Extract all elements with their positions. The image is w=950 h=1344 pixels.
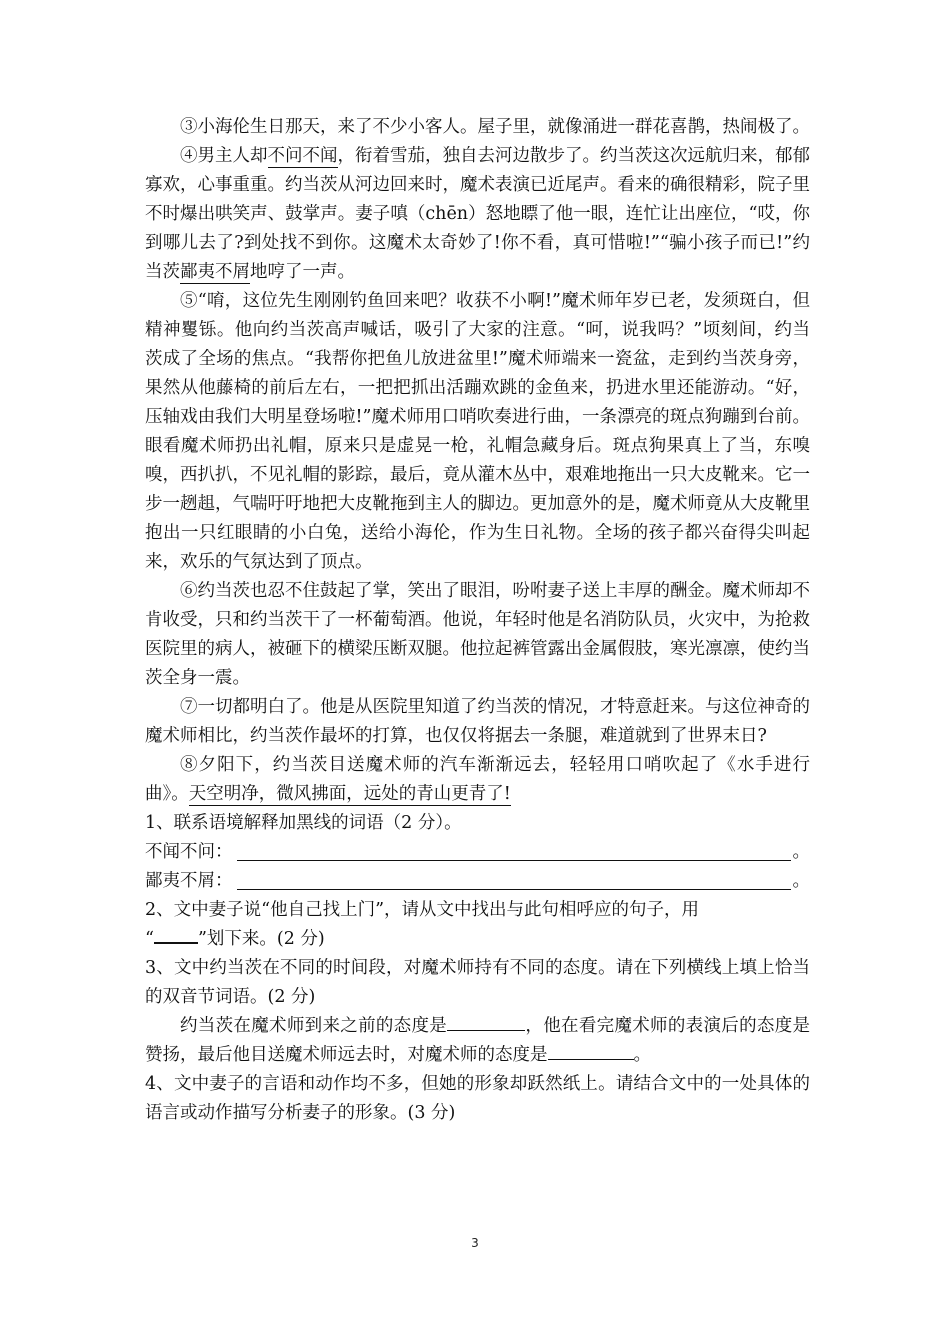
paragraph-4 xyxy=(145,142,810,287)
underlined-word-biyibuxie: 鄙夷不屑 xyxy=(180,262,250,282)
question-3-fill-a: 约当茨在魔术师到来之前的态度是 xyxy=(180,1016,448,1036)
paragraph-4-text-b: ，衔着雪茄，独自去河边散步了。约当茨这次远航归来，郁郁寡欢，心事重重。约当茨从河边回来时，魔术表演已近尾声。看来的确很精彩，院子里不时爆出哄笑声、鼓掌声。妻子嗔（chēn）怒地瞟了他一眼，连忙让出座位，“哎，你到哪儿去了?到处找不到你。这魔术太奇妙了!你不看，真可惜啦!”“骗小孩子而已!”约当茨 xyxy=(145,146,810,282)
question-1-text: 1、联系语境解释加黑线的词语（2 分）。 xyxy=(145,813,462,833)
answer-label-2: 鄙夷不屑： xyxy=(145,871,233,891)
paragraph-3-text: ③小海伦生日那天，来了不少小客人。屋子里，就像涌进一群花喜鹊，热闹极了。 xyxy=(180,117,810,137)
question-2-text-a: 2、文中妻子说“他自己找上门”，请从文中找出与此句相呼应的句子，用 xyxy=(145,900,700,920)
document-body xyxy=(145,113,810,1128)
underlined-sentence: 天空明净，微风拂面，远处的青山更青了! xyxy=(188,784,511,804)
paragraph-4-text-a: ④男主人却 xyxy=(180,146,268,166)
question-3-fill-c: 。 xyxy=(633,1045,651,1065)
answer-label-1: 不闻不问： xyxy=(145,842,233,862)
question-1 xyxy=(145,809,810,838)
paragraph-7-text: ⑦一切都明白了。他是从医院里知道了约当茨的情况，才特意赶来。与这位神奇的魔术师相比，约当茨作最坏的打算，也仅仅将据去一条腿，难道就到了世界末日? xyxy=(145,697,810,746)
paragraph-7 xyxy=(145,693,810,751)
paragraph-8-text: ⑧夕阳下，约当茨目送魔术师的汽车渐渐远去，轻轻用口哨吹起了《水手进行曲》。 xyxy=(145,755,810,804)
question-2-open-quote: “ xyxy=(145,929,154,949)
question-4 xyxy=(145,1070,810,1128)
question-4-text: 4、文中妻子的言语和动作均不多，但她的形象却跃然纸上。请结合文中的一处具体的语言或动作描写分析妻子的形象。(3 分) xyxy=(145,1074,810,1123)
question-3-fill-b: ，他在看完魔术师的表演后的态度是赞扬，最后他目送魔术师远去时，对魔术师的态度是 xyxy=(145,1016,811,1065)
answer-line-2 xyxy=(145,867,810,896)
fill-blank-2[interactable] xyxy=(548,1043,634,1060)
underline-mark-sample xyxy=(154,928,198,944)
paragraph-4-text-c: 地哼了一声。 xyxy=(250,262,355,282)
answer-blank-2[interactable] xyxy=(237,888,791,890)
answer-end-mark-1: 。 xyxy=(792,842,810,862)
paragraph-5-text: ⑤“唷，这位先生刚刚钓鱼回来吧？收获不小啊!”魔术师年岁已老，发须斑白，但精神矍铄。他向约当茨高声喊话，吸引了大家的注意。“呵，说我吗？”顷刻间，约当茨成了全场的焦点。“我帮你把鱼儿放进盆里!”魔术师端来一瓷盆，走到约当茨身旁，果然从他藤椅的前后左右，一把把抓出活蹦欢跳的金鱼来，扔进水里还能游动。“好，压轴戏由我们大明星登场啦!”魔术师用口哨吹奏进行曲，一条漂亮的斑点狗蹦到台前。眼看魔术师扔出礼帽，原来只是虚晃一枪，礼帽急藏身后。斑点狗果真上了当，东嗅嗅，西扒扒，不见礼帽的影踪，最后，竟从灌木丛中，艰难地拖出一只大皮靴来。它一步一趔趄，气喘吁吁地把大皮靴拖到主人的脚边。更加意外的是，魔术师竟从大皮靴里抱出一只红眼睛的小白兔，送给小海伦，作为生日礼物。全场的孩子都兴奋得尖叫起来，欢乐的气氛达到了顶点。 xyxy=(145,291,810,572)
paragraph-8 xyxy=(145,751,810,809)
question-2 xyxy=(145,896,810,954)
answer-line-1 xyxy=(145,838,810,867)
paragraph-3 xyxy=(145,113,810,142)
question-3-text: 3、文中约当茨在不同的时间段，对魔术师持有不同的态度。请在下列横线上填上恰当的双音节词语。(2 分) xyxy=(145,958,810,1007)
paragraph-6-text: ⑥约当茨也忍不住鼓起了掌，笑出了眼泪，吩咐妻子送上丰厚的酬金。魔术师却不肯收受，只和约当茨干了一杯葡萄酒。他说，年轻时他是名消防队员，火灾中，为抢救医院里的病人，被砸下的横梁压断双腿。他拉起裤管露出金属假肢，寒光凛凛，使约当茨全身一震。 xyxy=(145,581,810,688)
paragraph-5 xyxy=(145,287,810,577)
question-3 xyxy=(145,954,810,1012)
answer-end-mark-2: 。 xyxy=(792,871,810,891)
fill-blank-1[interactable] xyxy=(447,1014,525,1031)
underlined-word-buwenbuwen: 不问不闻 xyxy=(267,146,338,166)
question-2-text-b: ”划下来。(2 分) xyxy=(197,929,325,949)
question-3-fill xyxy=(145,1012,810,1070)
paragraph-6 xyxy=(145,577,810,693)
page-number: 3 xyxy=(471,1236,479,1250)
answer-blank-1[interactable] xyxy=(237,859,791,861)
